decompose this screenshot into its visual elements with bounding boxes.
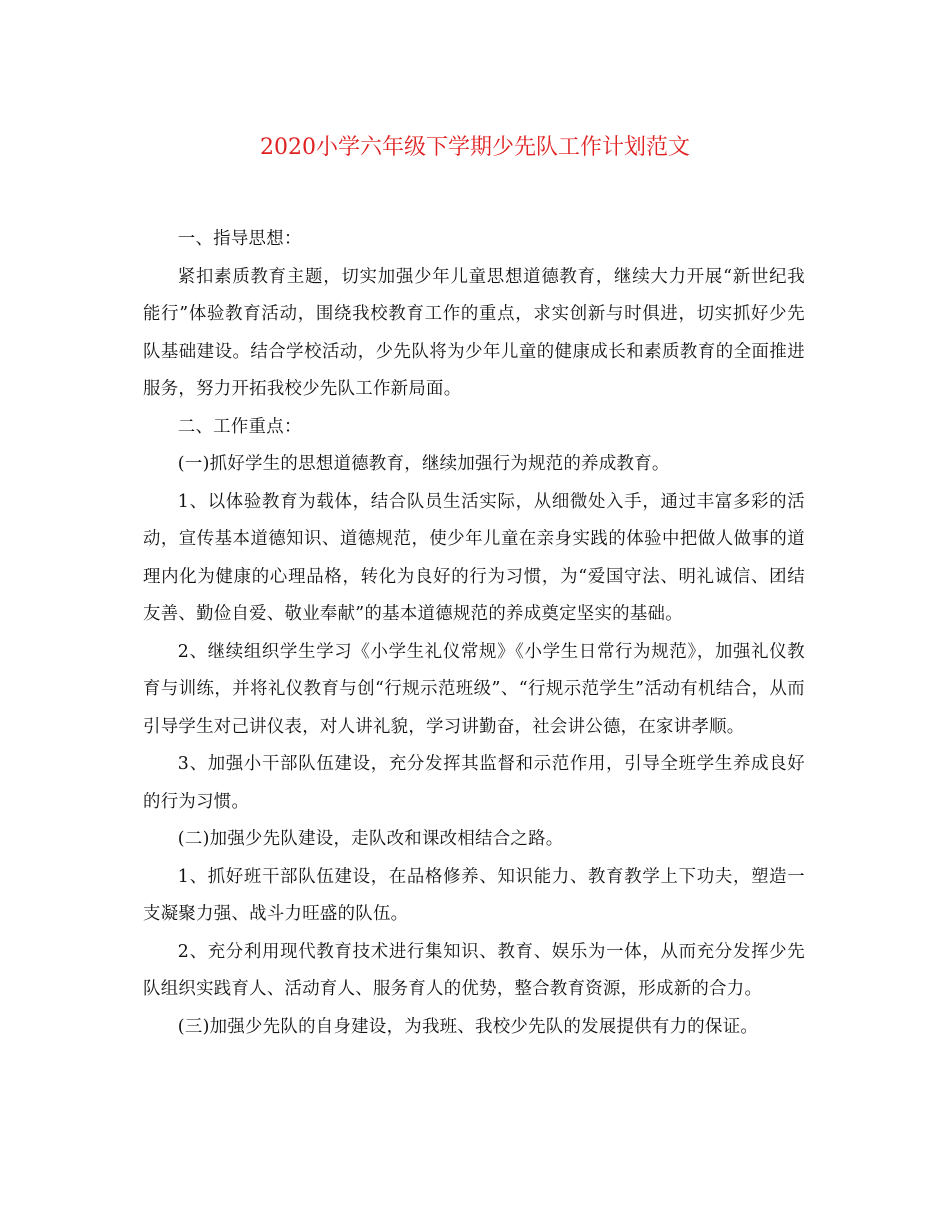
section-heading-guiding-ideology: 一、指导思想： xyxy=(177,229,302,249)
document-title: 2020小学六年级下学期少先队工作计划范文 xyxy=(260,135,690,160)
paragraph-item-2-etiquette: 2、继续组织学生学习《小学生礼仪常规》《小学生日常行为规范》，加强礼仪教育与训练，并将礼仪教育与创“行规示范班级”、“行规示范学生”活动有机结合，从而引导学生对己讲仪表，对人讲礼貌，学习讲勤奋，社会讲公德，在家讲孝顺。 xyxy=(143,641,805,737)
paragraph-guiding-ideology: 紧扣素质教育主题，切实加强少年儿童思想道德教育，继续大力开展“新世纪我能行”体验教育活动，围绕我校教育工作的重点，求实创新与时俱进，切实抓好少先队基础建设。结合学校活动，少先队将为少年儿童的健康成长和素质教育的全面推进服务，努力开拓我校少先队工作新局面。 xyxy=(143,266,805,399)
subheading-team-building: (二)加强少先队建设，走队改和课改相结合之路。 xyxy=(177,829,564,849)
subheading-moral-education: (一)抓好学生的思想道德教育，继续加强行为规范的养成教育。 xyxy=(177,454,670,474)
paragraph-item-1-class-cadres: 1、抓好班干部队伍建设，在品格修养、知识能力、教育教学上下功夫，塑造一支凝聚力强、战斗力旺盛的队伍。 xyxy=(143,866,805,924)
paragraph-item-3-cadres: 3、加强小干部队伍建设，充分发挥其监督和示范作用，引导全班学生养成良好的行为习惯。 xyxy=(143,754,805,812)
section-heading-work-focus: 二、工作重点： xyxy=(177,416,302,437)
document-body xyxy=(143,221,805,1046)
paragraph-item-1-experience-education: 1、以体验教育为载体，结合队员生活实际，从细微处入手，通过丰富多彩的活动，宣传基本道德知识、道德规范，使少年儿童在亲身实践的体验中把做人做事的道理内化为健康的心理品格，转化为良好的行为习惯，为“爱国守法、明礼诚信、团结友善、勤俭自爱、敬业奉献”的基本道德规范的养成奠定坚实的基础。 xyxy=(143,491,805,624)
subheading-self-construction: (三)加强少先队的自身建设，为我班、我校少先队的发展提供有力的保证。 xyxy=(177,1016,759,1037)
paragraph-item-2-modern-technology: 2、充分利用现代教育技术进行集知识、教育、娱乐为一体，从而充分发挥少先队组织实践育人、活动育人、服务育人的优势，整合教育资源，形成新的合力。 xyxy=(143,941,805,999)
